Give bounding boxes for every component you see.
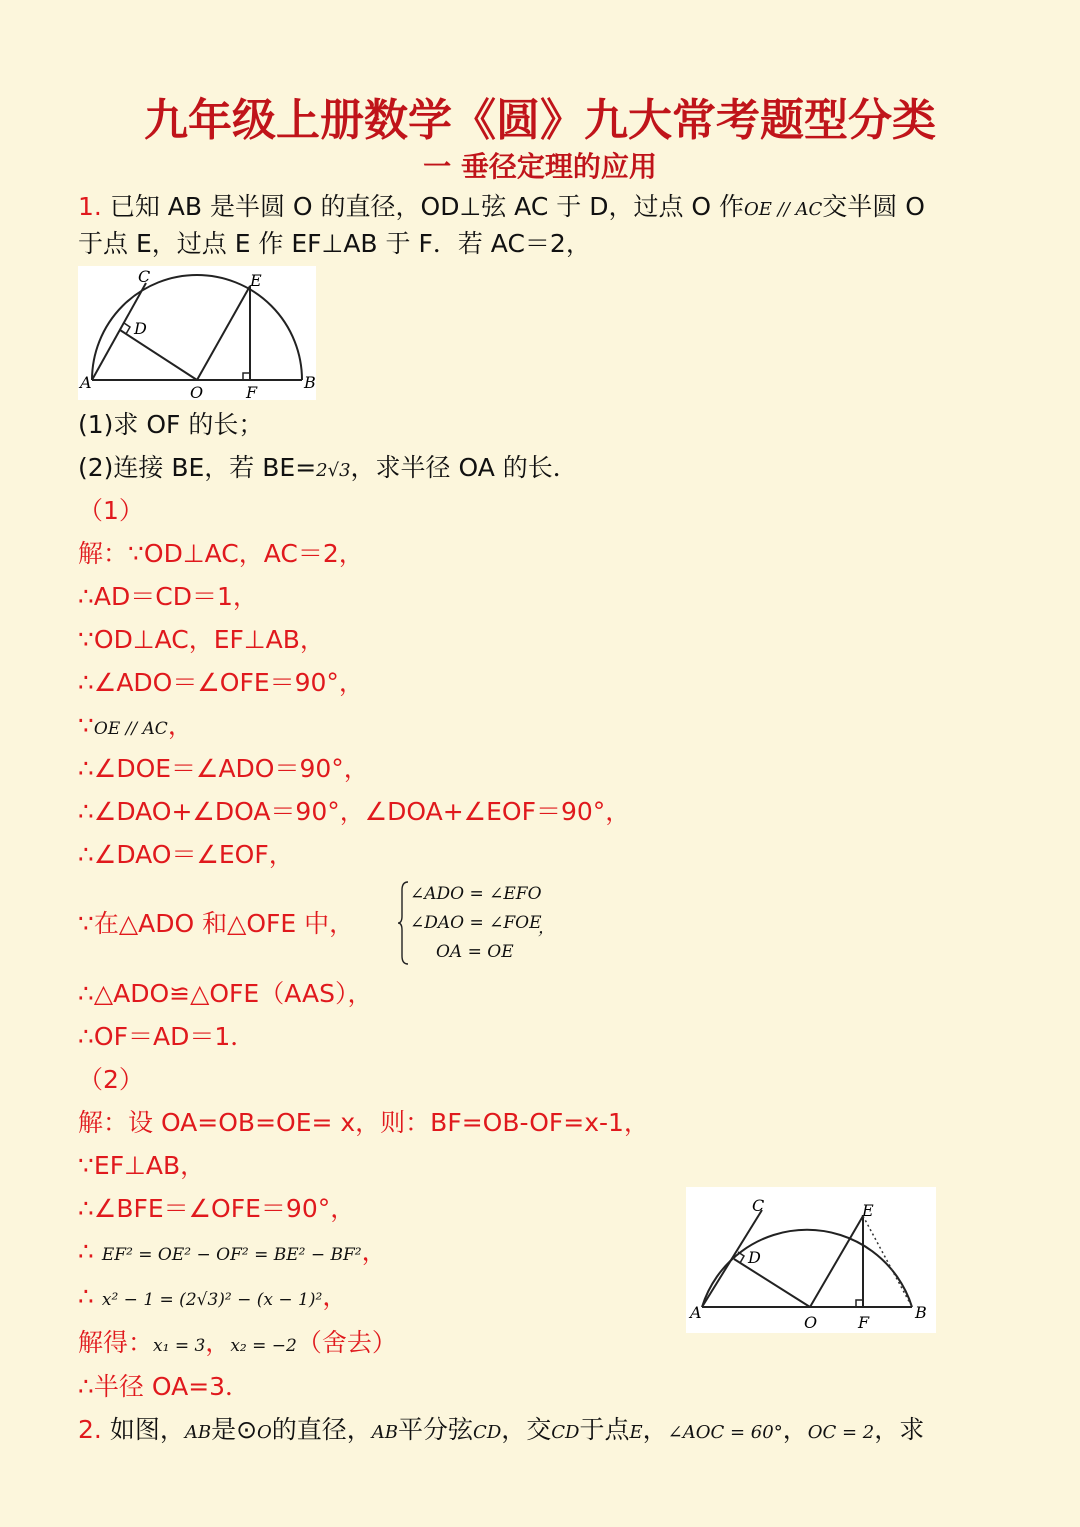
question-2-text-b: ，求半径 OA 的长． xyxy=(350,453,578,482)
problem2-t8: ， xyxy=(782,1415,808,1444)
problem2-m7: ∠AOC = 60° xyxy=(667,1422,783,1443)
solution2-line5 xyxy=(78,1281,347,1316)
label-e-2: E xyxy=(862,1201,874,1220)
question-1: (1)求 OF 的长； xyxy=(78,410,264,439)
solution1-line3: ∵OD⊥AC，EF⊥AB， xyxy=(78,625,325,654)
solution2-line4 xyxy=(78,1236,387,1271)
label-f-2: F xyxy=(858,1313,870,1332)
solution1-line6: ∴∠DOE＝∠ADO＝90°， xyxy=(78,754,369,783)
label-d: D xyxy=(134,319,147,338)
label-c-2: C xyxy=(752,1196,765,1215)
problem2-t6: 于点 xyxy=(579,1415,630,1444)
right-angle-f xyxy=(243,373,250,380)
solution1-line8: ∴∠DAO＝∠EOF， xyxy=(78,840,294,869)
label-f: F xyxy=(246,383,258,400)
solution1-line7: ∴∠DAO+∠DOA＝90°，∠DOA+∠EOF＝90°， xyxy=(78,797,631,826)
figure-semicircle-1 xyxy=(78,266,316,400)
condition-tail: ， xyxy=(538,918,555,938)
solution1-line5-b: ， xyxy=(167,711,193,740)
problem1-number: 1. xyxy=(78,192,102,221)
solution2-line6-b: （舍去） xyxy=(296,1328,397,1357)
semicircle-arc-2 xyxy=(702,1230,912,1307)
segment-od xyxy=(120,330,197,380)
solution2-line4-b: ， xyxy=(361,1237,387,1266)
problem1-text-a: 已知 AB 是半圆 O 的直径，OD⊥弦 AC 于 D，过点 O 作 xyxy=(109,192,745,221)
label-a-2: A xyxy=(690,1303,702,1322)
solution1-line2: ∴AD＝CD＝1， xyxy=(78,582,258,611)
problem1-line1 xyxy=(78,191,925,226)
solution1-line5-math: OE // AC xyxy=(93,719,168,739)
solution1-line5-a: ∵ xyxy=(78,711,94,740)
question-2-text-a: (2)连接 BE，若 BE= xyxy=(78,453,317,482)
label-o: O xyxy=(190,383,204,400)
problem2-m8: OC = 2 xyxy=(807,1422,875,1443)
solution1-part: （1） xyxy=(78,496,144,525)
solution2-part: （2） xyxy=(78,1065,144,1094)
solution2-root2: x₂ = −2 xyxy=(230,1336,297,1356)
solution1-line10: ∴△ADO≌△OFE（AAS）， xyxy=(78,979,373,1008)
solution2-line5-a: ∴ xyxy=(78,1282,102,1311)
solution2-line6 xyxy=(78,1327,397,1362)
problem2-t9: ，求 xyxy=(874,1415,925,1444)
label-c: C xyxy=(138,267,151,286)
problem2-m6: E xyxy=(629,1422,643,1443)
problem2-t2: 是⊙ xyxy=(211,1415,258,1444)
label-o-2: O xyxy=(804,1313,818,1332)
question-2-math: 2√3 xyxy=(316,460,351,481)
left-brace-icon xyxy=(398,880,410,966)
solution1-line4: ∴∠ADO＝∠OFE＝90°， xyxy=(78,668,364,697)
solution2-root1: x₁ = 3 xyxy=(153,1336,206,1356)
label-d-2: D xyxy=(748,1248,761,1267)
problem2-t7: ， xyxy=(642,1415,668,1444)
solution1-line11: ∴OF＝AD＝1． xyxy=(78,1022,256,1051)
solution2-line4-math: EF² = OE² − OF² = BE² − BF² xyxy=(101,1245,362,1265)
problem2-t1: 如图， xyxy=(109,1415,185,1444)
solution1-line9: ∵在△ADO 和△OFE 中， xyxy=(78,909,355,938)
right-angle-f-2 xyxy=(856,1300,863,1307)
label-e: E xyxy=(250,271,262,290)
question-2 xyxy=(78,452,578,487)
condition-2: ∠DAO = ∠FOE xyxy=(410,913,542,933)
solution2-line6-sep: ， xyxy=(205,1328,231,1357)
solution1-line1: 解：∵OD⊥AC，AC＝2， xyxy=(78,539,364,568)
label-b: B xyxy=(304,373,316,392)
problem1-line2: 于点 E，过点 E 作 EF⊥AB 于 F．若 AC＝2， xyxy=(78,229,591,258)
segment-oe xyxy=(197,286,250,380)
problem2-m4: CD xyxy=(473,1422,502,1443)
semicircle-arc xyxy=(92,275,302,380)
problem2-t4: 平分弦 xyxy=(398,1415,474,1444)
problem2-m5: CD xyxy=(551,1422,580,1443)
solution2-line7: ∴半径 OA=3． xyxy=(78,1372,251,1401)
label-a: A xyxy=(80,373,92,392)
condition-3: OA = OE xyxy=(436,942,514,962)
congruence-conditions xyxy=(398,880,558,970)
problem2-m3: AB xyxy=(371,1422,399,1443)
label-b-2: B xyxy=(915,1303,927,1322)
solution2-line4-a: ∴ xyxy=(78,1237,102,1266)
problem2-t3: 的直径， xyxy=(271,1415,372,1444)
figure-semicircle-2 xyxy=(686,1187,936,1333)
problem2-line1 xyxy=(78,1414,924,1449)
solution2-line6-a: 解得： xyxy=(78,1328,154,1357)
page-title: 九年级上册数学《圆》九大常考题型分类 xyxy=(144,95,936,146)
solution1-line5 xyxy=(78,710,193,745)
problem2-t5: ，交 xyxy=(501,1415,552,1444)
condition-1: ∠ADO = ∠EFO xyxy=(410,884,542,904)
problem1-math-oe-ac: OE // AC xyxy=(744,199,823,220)
solution2-line5-math: x² − 1 = (2√3)² − (x − 1)² xyxy=(101,1290,323,1310)
problem2-number: 2. xyxy=(78,1415,102,1444)
segment-be-dotted xyxy=(863,1216,912,1307)
solution2-line1: 解：设 OA=OB=OE= x，则：BF=OB-OF=x-1， xyxy=(78,1108,649,1137)
solution2-line5-b: ， xyxy=(322,1282,348,1311)
section-title: 一 垂径定理的应用 xyxy=(423,150,657,183)
problem2-m1: AB xyxy=(184,1422,212,1443)
solution2-line2: ∵EF⊥AB， xyxy=(78,1151,206,1180)
solution2-line3: ∴∠BFE＝∠OFE＝90°， xyxy=(78,1194,356,1223)
problem2-m2: O xyxy=(257,1422,272,1443)
segment-od-2 xyxy=(734,1259,810,1307)
problem1-text-b: 交半圆 O xyxy=(822,192,925,221)
